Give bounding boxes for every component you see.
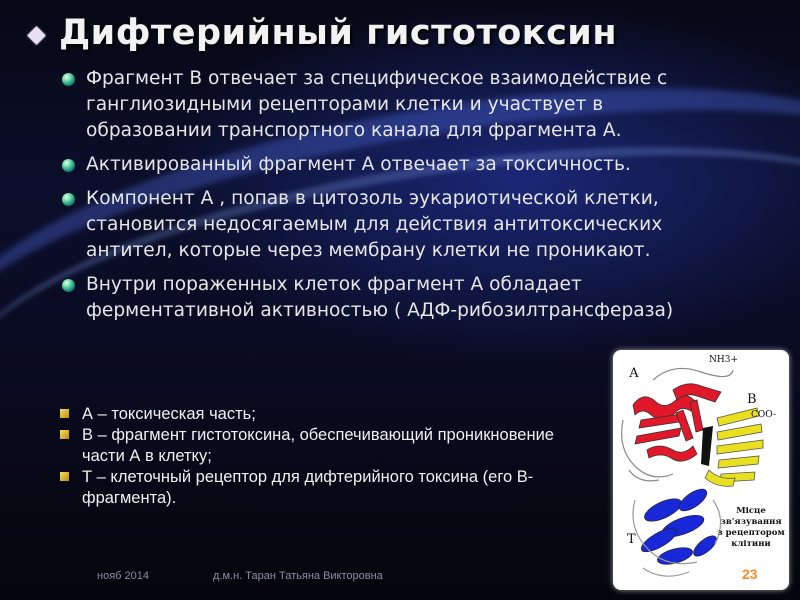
- binding-site-caption: [713, 506, 789, 550]
- legend-item: [58, 404, 598, 425]
- bullet-item: [58, 66, 698, 144]
- protein-ribbon-drawing: [613, 350, 789, 590]
- bullet-text: Фрагмент В отвечает за специфическое взаимодействие с ганглиозидными рецепторами клетки и участвует в образовании транспортного канала для фрагмента А.: [86, 68, 668, 141]
- label-nh3: NH3+: [709, 355, 738, 365]
- bullet-item: [58, 272, 698, 324]
- square-bullet-icon: [60, 472, 69, 481]
- legend-item: [58, 425, 598, 467]
- hinge-segment: [701, 426, 713, 466]
- label-b: В: [747, 392, 757, 407]
- legend-text: В – фрагмент гистотоксина, обеспечивающий проникновение части А в клетку;: [82, 426, 554, 465]
- diamond-bullet-icon: [27, 26, 45, 44]
- bullet-text: Внутри пораженных клеток фрагмент А обладает ферментативной активностью ( АДФ-рибозилтрансфераза): [86, 274, 674, 321]
- legend-text: Т – клеточный рецептор для дифтерийного токсина (его В-фрагмента).: [82, 468, 534, 507]
- bullet-text: Компонент А , попав в цитозоль эукариотической клетки, становится недосягаемым для действия антитоксических антител, которые через мембрану клетки не проникают.: [86, 188, 663, 261]
- orb-bullet-icon: [62, 159, 75, 172]
- protein-structure-figure: [613, 350, 789, 590]
- caption-line: Місце зв'язування: [720, 506, 782, 527]
- orb-bullet-icon: [62, 279, 75, 292]
- page-number: 23: [742, 566, 758, 582]
- footer-date: нояб 2014: [97, 570, 149, 582]
- caption-line: з рецептором: [717, 528, 785, 538]
- orb-bullet-icon: [62, 193, 75, 206]
- bullet-list: [58, 66, 698, 332]
- title-row: [30, 6, 617, 60]
- square-bullet-icon: [60, 409, 69, 418]
- orb-bullet-icon: [62, 73, 75, 86]
- label-coo: COO-: [751, 410, 777, 420]
- legend-text: А – токсическая часть;: [82, 405, 256, 423]
- bullet-text: Активированный фрагмент А отвечает за токсичность.: [86, 154, 631, 175]
- domain-t-ribbon: [638, 485, 719, 567]
- label-a: А: [629, 366, 639, 381]
- label-t: Т: [627, 532, 636, 547]
- footer-author: д.м.н. Таран Татьяна Викторовна: [213, 570, 383, 582]
- legend-list: [58, 404, 598, 509]
- domain-a-loops: [622, 368, 733, 480]
- caption-line: клітини: [731, 539, 771, 549]
- bullet-item: [58, 152, 698, 178]
- bullet-item: [58, 186, 698, 264]
- square-bullet-icon: [60, 430, 69, 439]
- slide-title: Дифтерийный гистотоксин: [59, 13, 618, 53]
- legend-item: [58, 467, 598, 509]
